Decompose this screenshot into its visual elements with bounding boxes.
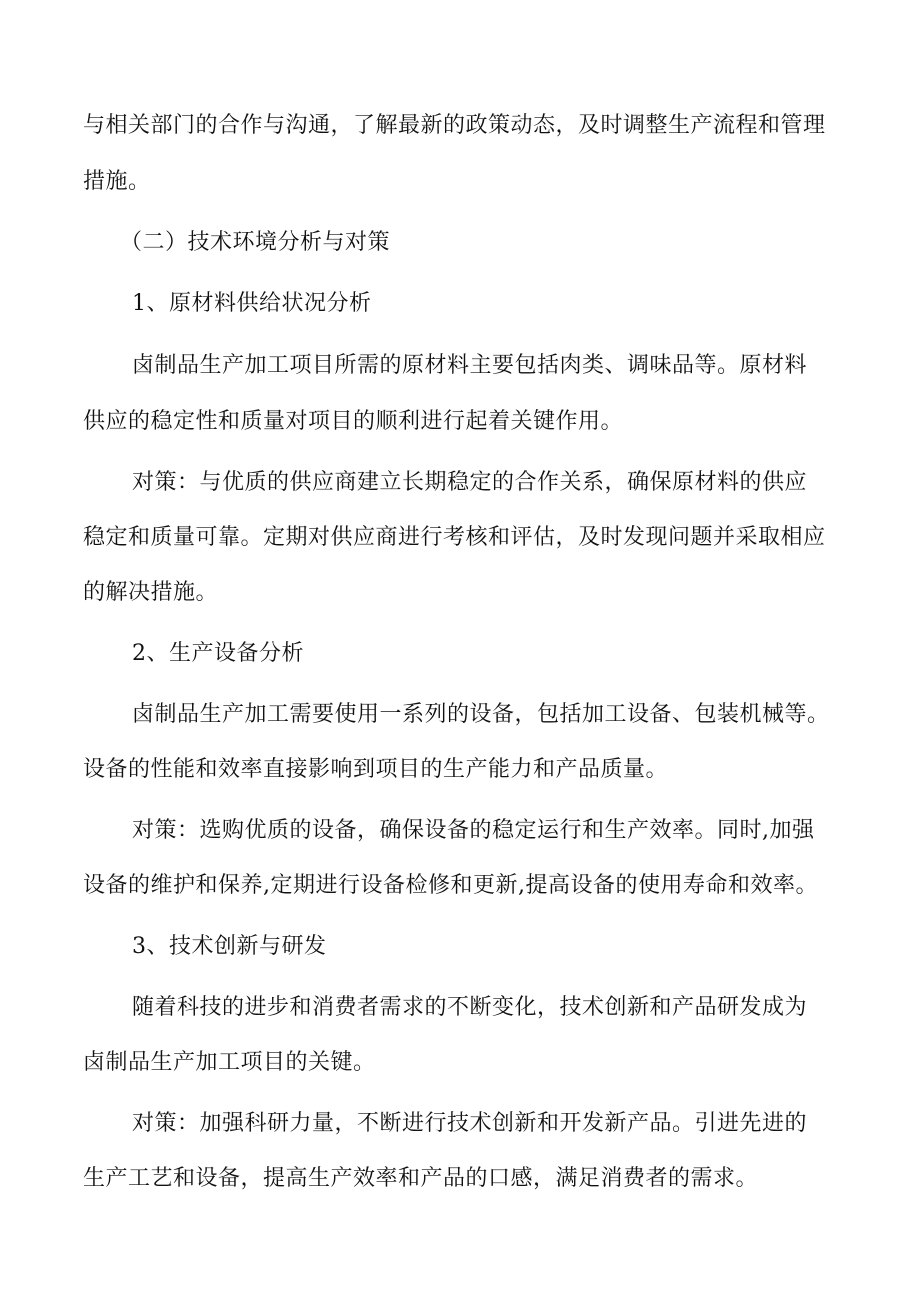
- paragraph-line: 随着科技的进步和消费者需求的不断变化，技术创新和产品研发成为: [132, 995, 808, 1020]
- subsection-heading: 1、原材料供给状况分析: [132, 291, 372, 316]
- subsection-heading: 2、生产设备分析: [132, 641, 304, 666]
- paragraph-line: 对策：选购优质的设备，确保设备的稳定运行和生产效率。同时,加强: [132, 818, 815, 843]
- paragraph-line: 卤制品生产加工项目的关键。: [83, 1050, 376, 1075]
- subsection-heading: 3、技术创新与研发: [132, 934, 327, 959]
- paragraph-line: 生产工艺和设备，提高生产效率和产品的口感，满足消费者的需求。: [83, 1166, 759, 1191]
- paragraph-line: 卤制品生产加工项目所需的原材料主要包括肉类、调味品等。原材料: [132, 353, 808, 378]
- paragraph-line: 稳定和质量可靠。定期对供应商进行考核和评估，及时发现问题并采取相应: [83, 525, 826, 550]
- paragraph-line: 设备的维护和保养,定期进行设备检修和更新,提高设备的使用寿命和效率。: [83, 873, 818, 898]
- paragraph-line: 对策：与优质的供应商建立长期稳定的合作关系，确保原材料的供应: [132, 470, 808, 495]
- paragraph-line: 的解决措施。: [83, 580, 219, 605]
- section-heading: （二）技术环境分析与对策: [120, 230, 391, 255]
- paragraph-line: 供应的稳定性和质量对项目的顺利进行起着关键作用。: [83, 409, 624, 434]
- paragraph-line: 与相关部门的合作与沟通，了解最新的政策动态，及时调整生产流程和管理: [83, 113, 826, 138]
- paragraph-line: 设备的性能和效率直接影响到项目的生产能力和产品质量。: [83, 757, 669, 782]
- paragraph-line: 措施。: [83, 169, 151, 194]
- paragraph-line: 卤制品生产加工需要使用一系列的设备，包括加工设备、包装机械等。: [132, 702, 830, 727]
- paragraph-line: 对策：加强科研力量，不断进行技术创新和开发新产品。引进先进的: [132, 1111, 808, 1136]
